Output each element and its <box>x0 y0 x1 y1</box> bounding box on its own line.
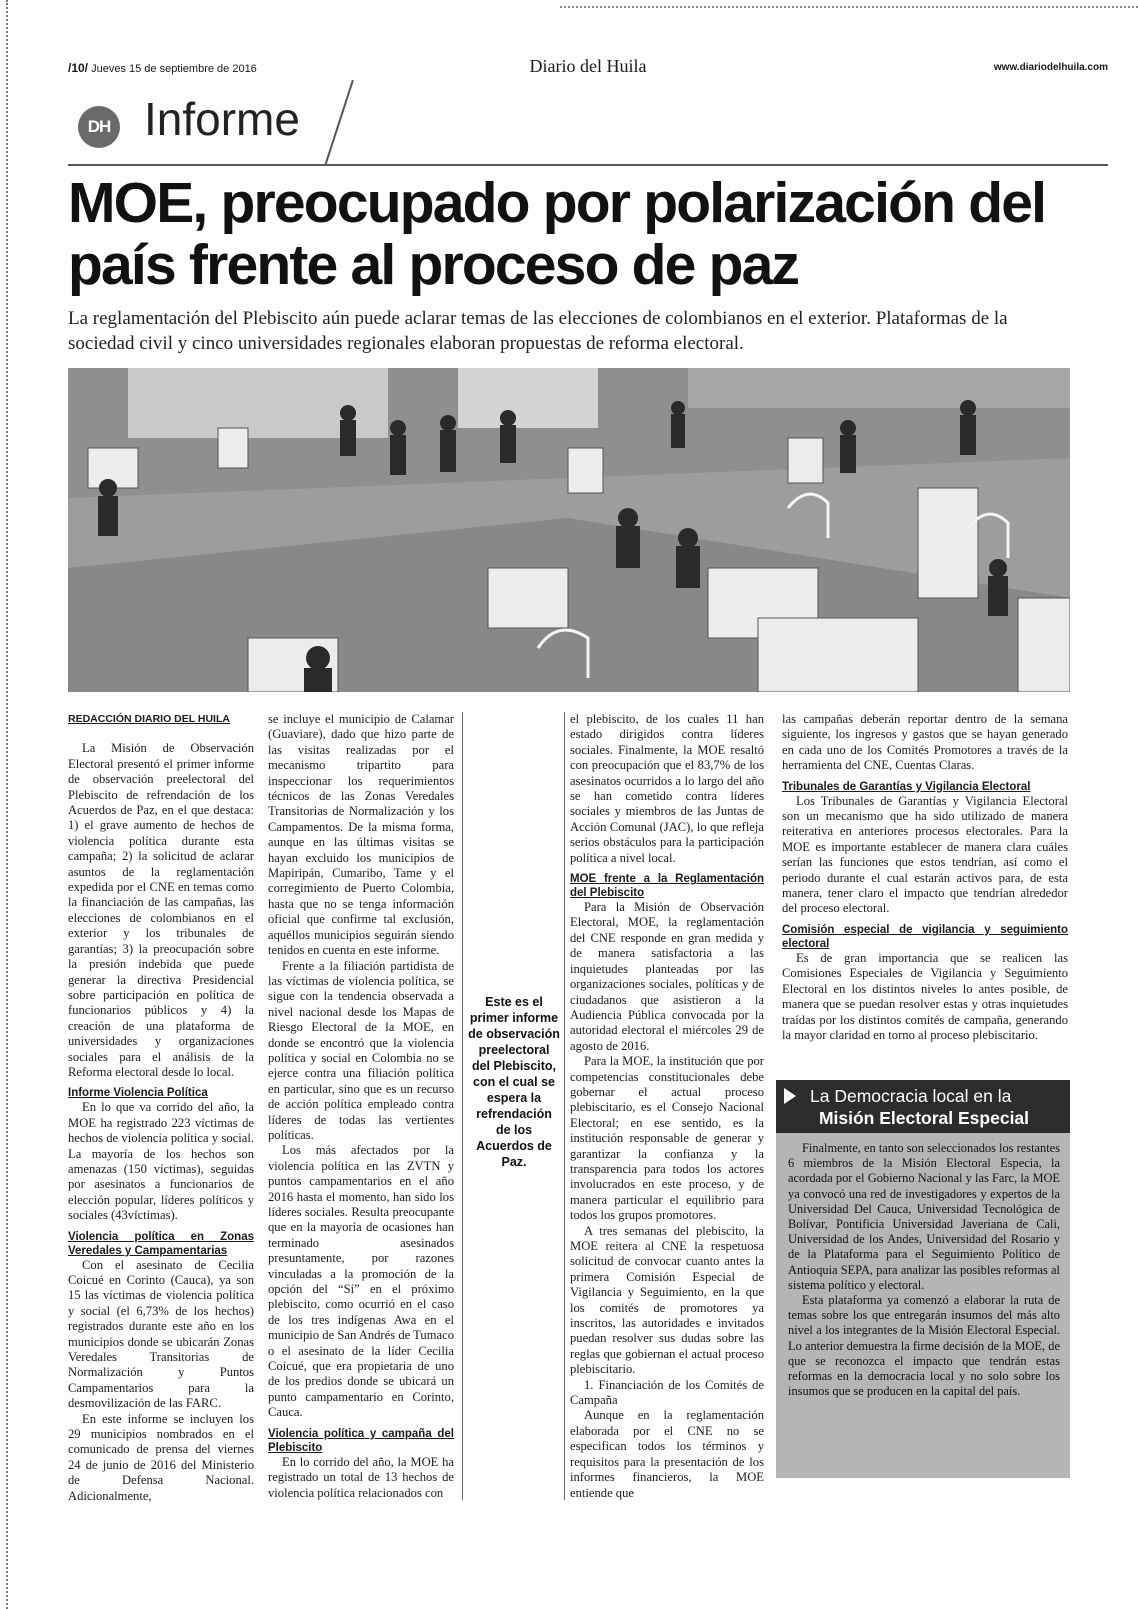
sidebar-title-line1: La Democracia local en la <box>810 1086 1012 1106</box>
subhead: Comisión especial de vigilancia y seguimiento electoral <box>782 923 1068 950</box>
headline: MOE, preocupado por polarización del país frente al proceso de paz <box>68 171 1046 297</box>
publication-date: Jueves 15 de septiembre de 2016 <box>91 63 257 75</box>
column-rule-right <box>564 712 565 1500</box>
dotted-margin-left <box>6 0 8 1609</box>
dotted-margin-top <box>560 6 1138 8</box>
paragraph: La Misión de Observación Electoral presentó el primer informe de observación preelectoral del Plebiscito de refrendación de los Acuerdos de Paz, en el que destaca: 1) el grave aumento de hechos de violencia política durante esta campaña; 2) la solicitud de aclarar asuntos de la reglamentación expedida por el CNE en temas como la financiación de las campañas, las elecciones de colombianos en el exterior y los tribunales de garantías; 3) la preocupación sobre la presión indebida que puede generar la directiva Presidencial sobre participación en política de funcionarios públicos y 4) la creación de una plataforma de universidades y organizaciones sociales para el análisis de la Reforma electoral desde lo local. <box>68 741 254 1079</box>
article-column-4 <box>782 712 1068 1043</box>
paragraph: Esta plataforma ya comenzó a elaborar la ruta de temas sobre los que entregarán insumos del más alto nivel a los integrantes de la Misión Electoral Especial. Lo anterior demuestra la firme decisión de la MOE, de que se reconozca el impacto que tendrán estas reformas en la democracia local y no solo sobre los insumos que se producen en la capital del país. <box>788 1293 1060 1399</box>
article-column-2 <box>268 712 454 1501</box>
article-column-1 <box>68 712 254 1504</box>
paragraph: En lo que va corrido del año, la MOE ha registrado 223 víctimas de hechos de violencia política y social. La mayoría de los hechos son amenazas (150 víctimas), seguidas por asesinatos a funcionarios de elección popular, líderes políticos y sociales (43víctimas). <box>68 1100 254 1223</box>
page-folio <box>68 56 1108 76</box>
paragraph: Con el asesinato de Cecilia Coicué en Corinto (Cauca), ya son 15 las víctimas de violencia política y social (el 6,73% de los hechos) registrados durante este año en los municipios donde se ubicarán Zonas Veredales Transitorias de Normalización y Puntos Campamentarios para la desmovilización de las FARC. <box>68 1257 254 1411</box>
paragraph: Aunque en la reglamentación elaborada por el CNE no se especifican todos los términos y requisitos para la presentación de los informes financieros, la MOE entiende que <box>570 1408 764 1500</box>
page-number: /10/ <box>68 61 89 75</box>
dek-subheading: La reglamentación del Plebiscito aún puede aclarar temas de las elecciones de colombianos en el exterior. Plataformas de la sociedad civil y cinco universidades regionales elaboran propuestas de reforma electoral. <box>68 308 1008 354</box>
paragraph: Es de gran importancia que se realicen las Comisiones Especiales de Vigilancia y Seguimiento Electoral en los distintos niveles lo antes posible, de manera que se puedan resolver estas y otras inquietudes traídas por los distintos comités de campaña, generando la mayor claridad en torno al proceso plebiscitario. <box>782 950 1068 1042</box>
pull-quote: Este es el primer informe de observación preelectoral del Plebiscito, con el cual se espera la refrendación de los Acuerdos de Paz. <box>468 995 560 1169</box>
paragraph: A tres semanas del plebiscito, la MOE reitera al CNE la respetuosa solicitud de convocar cuanto antes la primera Comisión Especial de Vigilancia y Seguimiento, en la que los comités de promotores ya inscritos, las autoridades e invitados puedan resolver sus dudas sobre las reglas que gobiernan el actual proceso plebiscitario. <box>570 1223 764 1377</box>
sidebar-box <box>776 1080 1070 1478</box>
arrow-right-icon <box>784 1088 796 1104</box>
subhead: Informe Violencia Política <box>68 1087 208 1100</box>
column-rule-left <box>462 712 463 1500</box>
subhead: MOE frente a la Reglamentación del Plebiscito <box>570 873 764 900</box>
paragraph: Finalmente, en tanto son seleccionados los restantes 6 miembros de la Misión Electoral Especia, la acordada por el Gobierno Nacional y las Farc, la MOE ya convocó una red de investigadores y expertos de la Universidad Del Cauca, Universidad Tecnológica de Bolívar, Pontificia Universidad Javeriana de Cali, Universidad de los Andes, Universidad del Rosario y de la Plataforma para el Seguimiento Político de Antioquia SEPA, para analizar las posibles reformas al sistema político y electoral. <box>788 1141 1060 1292</box>
lead-photo <box>68 368 1070 692</box>
subhead: Violencia política en Zonas Veredales y Campamentarias <box>68 1230 254 1257</box>
paragraph: las campañas deberán reportar dentro de la semana siguiente, los ingresos y gastos que se hayan generado en cada uno de los Comités Promotores a través de la herramienta del CNE, Cuentas Claras. <box>782 712 1068 773</box>
paragraph: el plebiscito, de los cuales 11 han estado dirigidos contra líderes sociales. Finalmente, la MOE resaltó con preocupación que el 83,7% de los asesinatos ocurridos a lo largo del año se han cometido contra líderes sociales y miembros de las Juntas de Acción Comunal (JAC), lo que refleja serios obstáculos para la participación política a nivel local. <box>570 712 764 865</box>
paragraph: En este informe se incluyen los 29 municipios nombrados en el comunicado de prensa del viernes 24 de junio de 2016 del Ministerio de Defensa Nacional. Adicionalmente, <box>68 1411 254 1503</box>
sidebar-body <box>776 1133 1070 1399</box>
paragraph: Para la Misión de Observación Electoral, MOE, la reglamentación del CNE responde en gran medida y de manera satisfactoria a las inquietudes planteadas por las organizaciones sociales, políticas y de ciudadanos que asistieron a la Audiencia Pública convocada por la autoridad electoral el miércoles 29 de agosto de 2016. <box>570 900 764 1053</box>
subhead: Tribunales de Garantías y Vigilancia Electoral <box>782 780 1031 793</box>
paragraph: En lo corrido del año, la MOE ha registrado un total de 13 hechos de violencia política relacionados con <box>268 1454 454 1500</box>
sidebar-heading <box>776 1080 1070 1133</box>
paragraph: Para la MOE, la institución que por competencias constitucionales debe gobernar el actual proceso plebiscitario, es el Consejo Nacional Electoral; en ese sentido, es la institución responsable de generar y garantizar la confianza y la transparencia para todos los actores involucrados en este proceso, y de manera particular el equilibrio para todos los grupos promotores. <box>570 1054 764 1223</box>
decorative-slash <box>324 80 354 166</box>
polling-station-photo <box>68 368 1070 692</box>
section-header <box>68 84 1108 166</box>
masthead: Diario del Huila <box>529 56 647 76</box>
paragraph: Frente a la filiación partidista de las víctimas de violencia política, se sigue con la tendencia observada a nivel nacional desde los Mapas de Riesgo Electoral de la MOE, en donde se encontró que la violencia política y social en Colombia no se ejerce contra una filiación política en particular, sino que es un recurso de acción política empleado contra líderes de todas las vertientes políticas. <box>268 958 454 1142</box>
dh-logo-icon: DH <box>78 106 120 148</box>
paragraph: Los Tribunales de Garantías y Vigilancia Electoral son un mecanismo que ha sido utilizado de manera reiterativa en anteriores procesos electorales. Para la MOE es importante establecer de manera clara cuáles serían las funciones que estos tendrían, así como el periodo durante el cual estarán activos para, de esta manera, tener claro el impacto que tendrían alrededor del proceso electoral. <box>782 793 1068 916</box>
sidebar-title-line2: Misión Electoral Especial <box>818 1108 1030 1128</box>
subhead: Violencia política y campaña del Plebiscito <box>268 1427 454 1454</box>
paragraph: 1. Financiación de los Comités de Campaña <box>570 1377 764 1408</box>
section-title: Informe <box>144 93 300 145</box>
paragraph: Los más afectados por la violencia política en las ZVTN y puntos campamentarios en el año 2016 hasta el momento, han sido los líderes sociales. Resulta preocupante que en la mayoría de ocasiones han terminado asesinados presuntamente, por razones vinculadas a la promoción de la opción del “Sí” en el próximo plebiscito, como ocurrió en el caso de los tres indígenas Awa en el municipio de San Andrés de Tumaco o el asesinato de la líder Cecilia Coicué, que era propietaria de uno de los predios donde se ubicará un punto campamentario en Corinto, Cauca. <box>268 1143 454 1420</box>
byline: REDACCIÓN DIARIO DEL HUILA <box>68 713 230 725</box>
website-url: www.diariodelhuila.com <box>993 62 1108 73</box>
article-column-3 <box>570 712 764 1501</box>
paragraph: se incluye el municipio de Calamar (Guaviare), dado que hizo parte de las visitas realizadas por el mecanismo tripartito para inspeccionar los requerimientos técnicos de las Zonas Veredales Transitorias de Normalización y los Campamentos. De la misma forma, aunque en las últimas visitas se hayan excluido los municipios de Mapiripán, Cumaribo, Tame y el corregimiento de Puerto Colombia, hasta que no se tenga información oficial que confirme tal exclusión, aquéllos municipios seguirán siendo tenidos en cuenta en este informe. <box>268 712 454 958</box>
